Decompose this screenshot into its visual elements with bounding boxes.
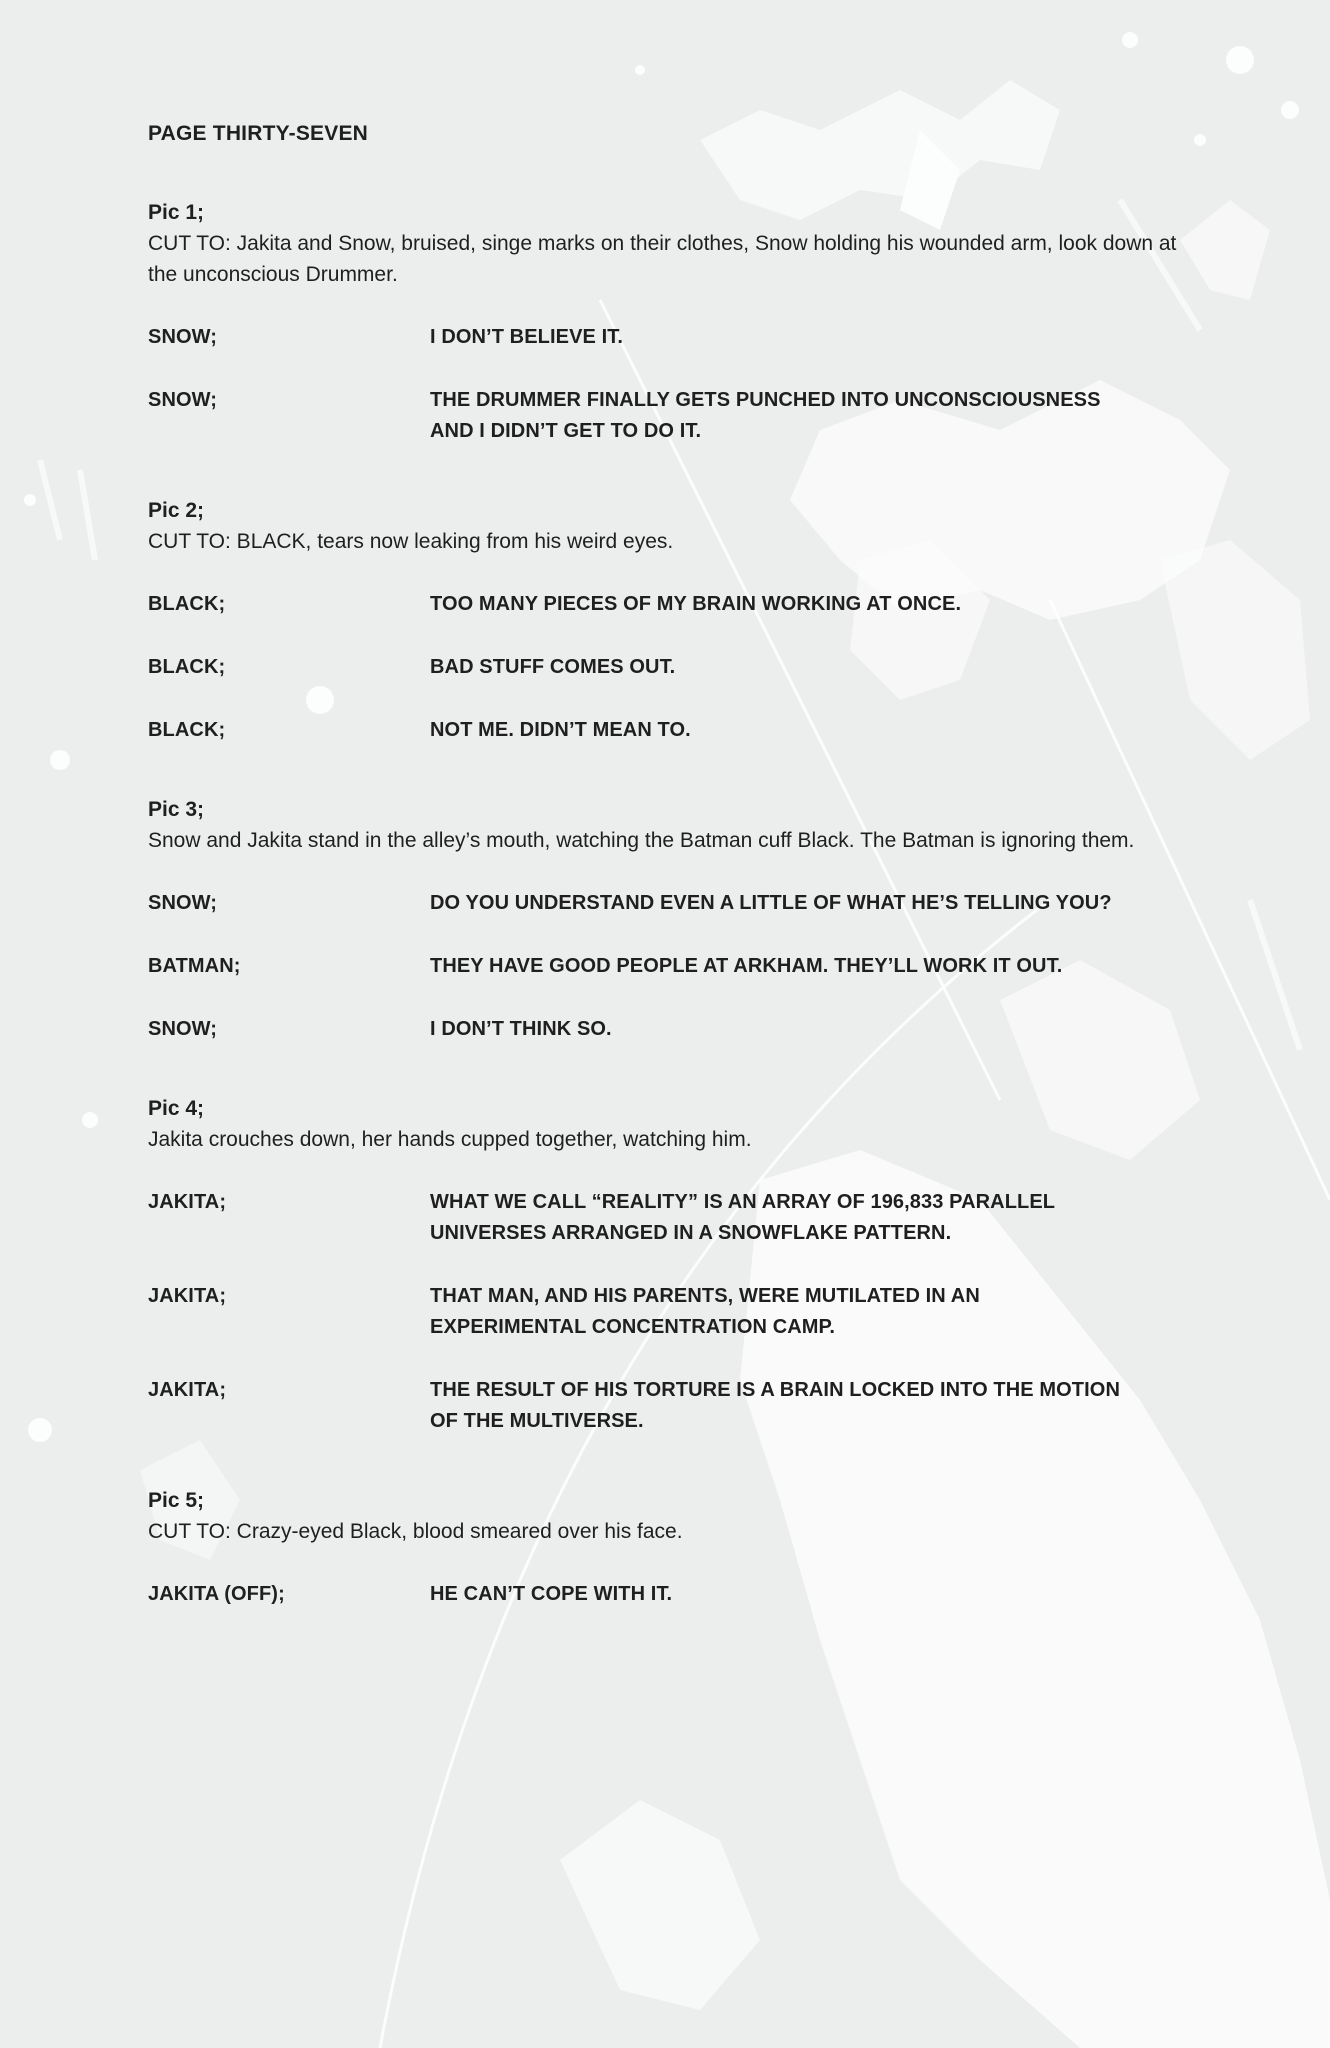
panel-5 xyxy=(148,1485,1198,1610)
panel-description: CUT TO: Crazy-eyed Black, blood smeared over his face. xyxy=(148,1520,683,1543)
panel-description: CUT TO: Jakita and Snow, bruised, singe marks on their clothes, Snow holding his wounded arm, look down at the unconscious Drummer. xyxy=(148,232,1177,286)
dialogue-line xyxy=(148,1375,1198,1437)
speaker-name: JAKITA; xyxy=(148,1379,227,1401)
dialogue-text: I DON’T BELIEVE IT. xyxy=(430,326,624,348)
speaker-name: SNOW; xyxy=(148,1018,218,1040)
speaker-name: BLACK; xyxy=(148,593,226,615)
dialogue-text: TOO MANY PIECES OF MY BRAIN WORKING AT ONCE. xyxy=(430,593,962,615)
page-title: PAGE THIRTY-SEVEN xyxy=(148,122,369,145)
speaker-name: JAKITA; xyxy=(148,1285,227,1307)
panel-label: Pic 3; xyxy=(148,798,205,821)
script-page xyxy=(148,118,1198,1658)
dialogue-text: BAD STUFF COMES OUT. xyxy=(430,656,676,678)
dialogue-text: I DON’T THINK SO. xyxy=(430,1018,612,1040)
dialogue-text: THE DRUMMER FINALLY GETS PUNCHED INTO UNCONSCIOUSNESS AND I DIDN’T GET TO DO IT. xyxy=(430,389,1101,442)
panel-description: Snow and Jakita stand in the alley’s mouth, watching the Batman cuff Black. The Batman is ignoring them. xyxy=(148,829,1135,852)
speaker-name: BLACK; xyxy=(148,656,226,678)
speaker-name: SNOW; xyxy=(148,389,218,411)
dialogue-line xyxy=(148,1579,1198,1610)
dialogue-line xyxy=(148,951,1198,982)
dialogue-line xyxy=(148,888,1198,919)
panel-label: Pic 2; xyxy=(148,499,205,522)
speaker-name: JAKITA (OFF); xyxy=(148,1583,285,1605)
dialogue-line xyxy=(148,1281,1198,1343)
speaker-name: BATMAN; xyxy=(148,955,241,977)
dialogue-line xyxy=(148,652,1198,683)
speaker-name: SNOW; xyxy=(148,326,218,348)
dialogue-text: THAT MAN, AND HIS PARENTS, WERE MUTILATED IN AN EXPERIMENTAL CONCENTRATION CAMP. xyxy=(430,1285,980,1338)
dialogue-line xyxy=(148,715,1198,746)
dialogue-text: WHAT WE CALL “REALITY” IS AN ARRAY OF 196,833 PARALLEL UNIVERSES ARRANGED IN A SNOWFLAKE PATTERN. xyxy=(430,1191,1055,1244)
dialogue-line xyxy=(148,1014,1198,1045)
speaker-name: JAKITA; xyxy=(148,1191,227,1213)
dialogue-text: NOT ME. DIDN’T MEAN TO. xyxy=(430,719,691,741)
dialogue-text: DO YOU UNDERSTAND EVEN A LITTLE OF WHAT HE’S TELLING YOU? xyxy=(430,892,1112,914)
dialogue-text: THE RESULT OF HIS TORTURE IS A BRAIN LOCKED INTO THE MOTION OF THE MULTIVERSE. xyxy=(430,1379,1120,1432)
panel-description: Jakita crouches down, her hands cupped together, watching him. xyxy=(148,1128,752,1151)
panel-description: CUT TO: BLACK, tears now leaking from his weird eyes. xyxy=(148,530,674,553)
panel-2 xyxy=(148,495,1198,746)
panel-1 xyxy=(148,197,1198,447)
panel-label: Pic 5; xyxy=(148,1489,205,1512)
panel-label: Pic 4; xyxy=(148,1097,205,1120)
panel-3 xyxy=(148,794,1198,1045)
dialogue-line xyxy=(148,385,1198,447)
dialogue-text: HE CAN’T COPE WITH IT. xyxy=(430,1583,673,1605)
dialogue-line xyxy=(148,322,1198,353)
panel-label: Pic 1; xyxy=(148,201,205,224)
speaker-name: BLACK; xyxy=(148,719,226,741)
panel-4 xyxy=(148,1093,1198,1437)
dialogue-text: THEY HAVE GOOD PEOPLE AT ARKHAM. THEY’LL WORK IT OUT. xyxy=(430,955,1063,977)
dialogue-line xyxy=(148,589,1198,620)
dialogue-line xyxy=(148,1187,1198,1249)
speaker-name: SNOW; xyxy=(148,892,218,914)
